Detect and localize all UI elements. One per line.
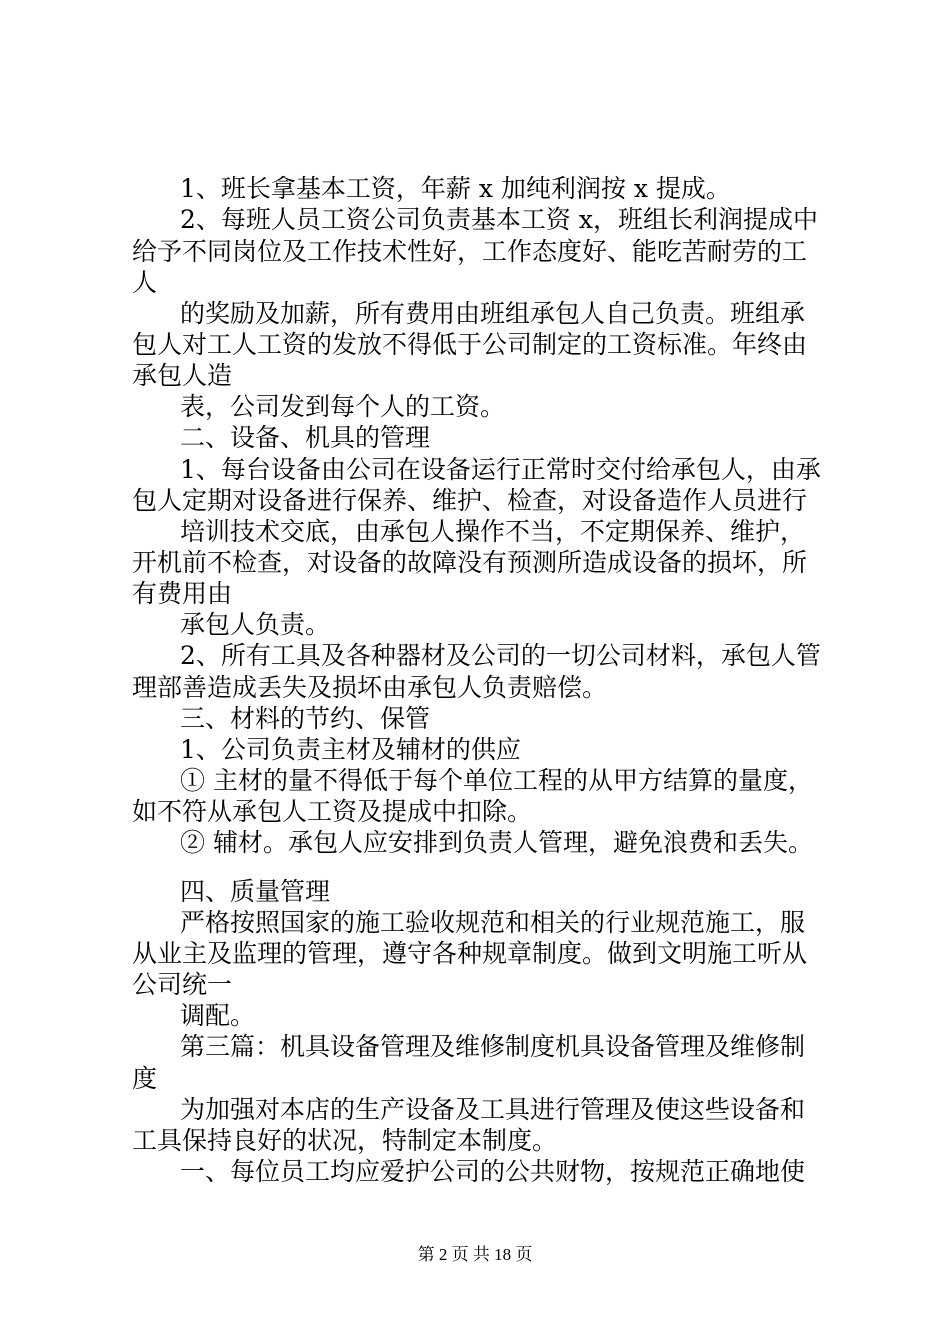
body-line: 从业主及监理的管理，遵守各种规章制度。做到文明施工听从 [132,939,808,968]
section-heading: 三、材料的节约、保管 [180,704,431,733]
body-line: 承包人负责。 [180,610,331,639]
page-number-footer: 第 2 页 共 18 页 [417,1245,533,1264]
body-line: 有费用由 [132,579,233,608]
body-line: 调配。 [180,1001,256,1030]
body-line: 一、每位员工均应爱护公司的公共财物，按规范正确地使 [180,1157,806,1186]
body-line: 表，公司发到每个人的工资。 [180,392,506,421]
body-line: 开机前不检查，对设备的故障没有预测所造成设备的损坏，所 [132,548,808,577]
body-line: 2、所有工具及各种器材及公司的一切公司材料，承包人管 [180,641,821,670]
body-line: 公司统一 [132,970,233,999]
body-line: 培训技术交底，由承包人操作不当，不定期保养、维护， [180,517,806,546]
body-line: ② 辅材。承包人应安排到负责人管理，避免浪费和丢失。 [180,828,813,857]
section-heading: 二、设备、机具的管理 [180,423,431,452]
body-line: 为加强对本店的生产设备及工具进行管理及使这些设备和 [180,1095,806,1124]
body-line: 理部善造成丢失及损坏由承包人负责赔偿。 [132,673,608,702]
body-line: 1、每台设备由公司在设备运行正常时交付给承包人，由承 [180,455,821,484]
body-line: 给予不同岗位及工作技术性好，工作态度好、能吃苦耐劳的工 [132,237,808,266]
chapter-heading: 度 [132,1064,158,1093]
body-line: 2、每班人员工资公司负责基本工资 x，班组长利润提成中 [180,205,818,234]
body-line: 的奖励及加薪，所有费用由班组承包人自己负责。班组承 [180,299,806,328]
body-line: 人 [132,268,158,297]
body-line: 严格按照国家的施工验收规范和相关的行业规范施工，服 [180,908,806,937]
body-line: 1、班长拿基本工资，年薪 x 加纯利润按 x 提成。 [180,174,731,203]
body-line: 包人定期对设备进行保养、维护、检查，对设备造作人员进行 [132,486,808,515]
body-line: 1、公司负责主材及辅材的供应 [180,735,521,764]
body-line: 工具保持良好的状况，特制定本制度。 [132,1126,558,1155]
section-heading: 四、质量管理 [180,877,331,906]
body-line: 如不符从承包人工资及提成中扣除。 [132,797,533,826]
chapter-heading: 第三篇：机具设备管理及维修制度机具设备管理及维修制 [180,1032,806,1061]
body-line: 包人对工人工资的发放不得低于公司制定的工资标准。年终由 [132,330,808,359]
body-line: 承包人造 [132,361,233,390]
body-line: ① 主材的量不得低于每个单位工程的从甲方结算的量度， [180,766,813,795]
